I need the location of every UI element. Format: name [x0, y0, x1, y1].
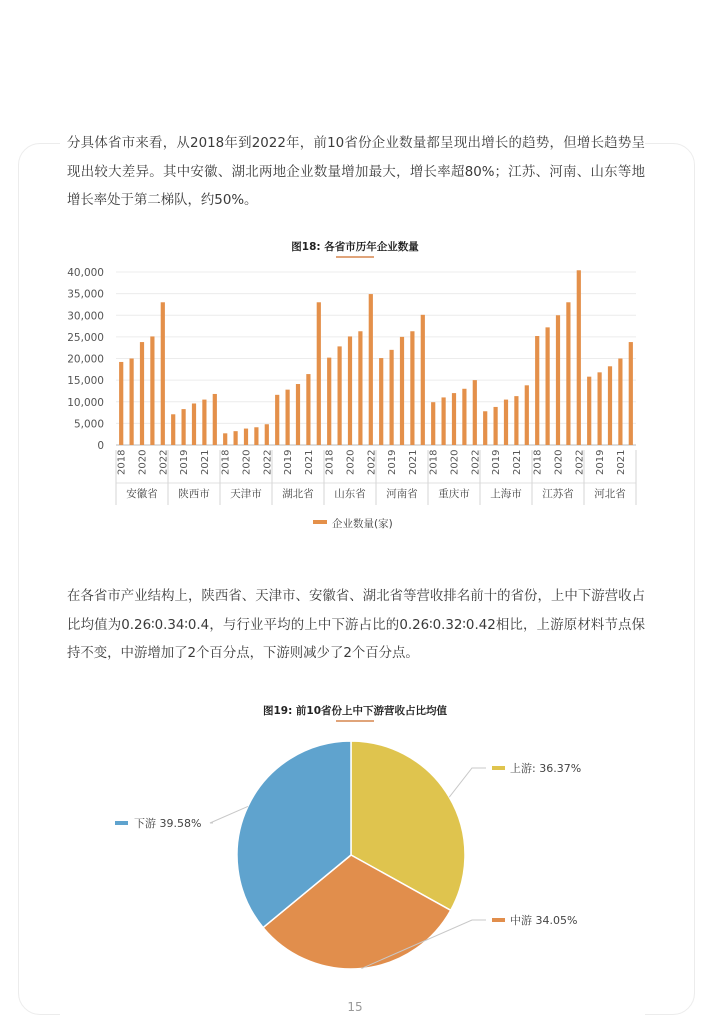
x-tick-label: 2020: [137, 449, 149, 475]
paragraph-province-growth: 分具体省市来看，从2018年到2022年，前10省份企业数量都呈现出增长的趋势，但增长趋势呈现出较大差异。其中安徽、湖北两地企业数量增加最大，增长率超80%；江苏、河南、山东等地增长率处于第二梯队，约50%。: [67, 136, 645, 208]
y-tick-label: 35,000: [67, 288, 104, 301]
x-tick-label: 2019: [283, 449, 295, 475]
x-tick-label: 2022: [158, 449, 170, 475]
group-label: 陕西市: [178, 488, 210, 500]
x-tick-label: 2019: [595, 449, 607, 475]
x-tick-label: 2019: [179, 449, 191, 475]
x-tick-label: 2022: [574, 449, 586, 475]
group-label: 天津市: [230, 488, 262, 500]
group-label: 上海市: [490, 488, 522, 500]
x-tick-label: 2021: [199, 449, 211, 475]
group-label: 山东省: [334, 488, 366, 500]
y-tick-label: 10,000: [67, 396, 104, 409]
legend-label: 企业数量(家): [332, 518, 393, 530]
y-tick-label: 30,000: [67, 310, 104, 323]
group-label: 江苏省: [542, 488, 574, 500]
y-tick-label: 0: [97, 440, 104, 452]
paragraph-industry-structure: 在各省市产业结构上，陕西省、天津市、安徽省、湖北省等营收排名前十的省份，上中下游营收占比均值为0.26∶0.34∶0.4，与行业平均的上中下游占比的0.26∶0.32∶0.42相比，上游原材料节点保持不变，中游增加了2个百分点，下游则减少了2个百分点。: [67, 589, 645, 661]
group-label: 安徽省: [126, 488, 158, 500]
x-tick-label: 2022: [366, 449, 378, 475]
pie-chart-title-text: 图19: 前10省份上中下游营收占比均值: [262, 705, 448, 717]
x-tick-label: 2020: [345, 449, 357, 475]
x-tick-label: 2022: [262, 449, 274, 475]
x-tick-label: 2018: [532, 449, 544, 475]
x-tick-label: 2019: [491, 449, 503, 475]
x-tick-label: 2019: [387, 449, 399, 475]
x-tick-label: 2018: [220, 449, 232, 475]
y-tick-label: 25,000: [67, 331, 104, 344]
x-tick-label: 2018: [428, 449, 440, 475]
pie-legend-swatch: [115, 821, 128, 825]
page-number: 15: [347, 1000, 363, 1014]
pie-legend-swatch: [492, 918, 505, 922]
pie-leader-line: [449, 768, 486, 797]
bar-chart-title-text: 图18: 各省市历年企业数量: [291, 241, 419, 253]
group-label: 河南省: [386, 488, 418, 500]
x-tick-label: 2021: [511, 449, 523, 475]
group-label: 湖北省: [282, 488, 314, 500]
pie-slice-label: 上游: 36.37%: [510, 762, 582, 775]
pie-legend-swatch: [492, 766, 505, 770]
group-label: 河北省: [594, 488, 626, 500]
y-tick-label: 40,000: [67, 267, 104, 279]
x-tick-label: 2021: [615, 449, 627, 475]
y-tick-label: 20,000: [67, 353, 104, 366]
x-tick-label: 2020: [449, 449, 461, 475]
x-tick-label: 2021: [407, 449, 419, 475]
x-tick-label: 2021: [303, 449, 315, 475]
pie-slice-label: 下游 39.58%: [134, 817, 202, 830]
group-label: 重庆市: [438, 488, 470, 500]
x-tick-label: 2020: [553, 449, 565, 475]
x-tick-label: 2020: [241, 449, 253, 475]
x-tick-label: 2018: [324, 449, 336, 475]
x-tick-label: 2022: [470, 449, 482, 475]
x-tick-label: 2018: [116, 449, 128, 475]
pie-slice-label: 中游 34.05%: [510, 914, 578, 927]
y-tick-label: 15,000: [67, 375, 104, 388]
y-tick-label: 5,000: [73, 418, 104, 431]
